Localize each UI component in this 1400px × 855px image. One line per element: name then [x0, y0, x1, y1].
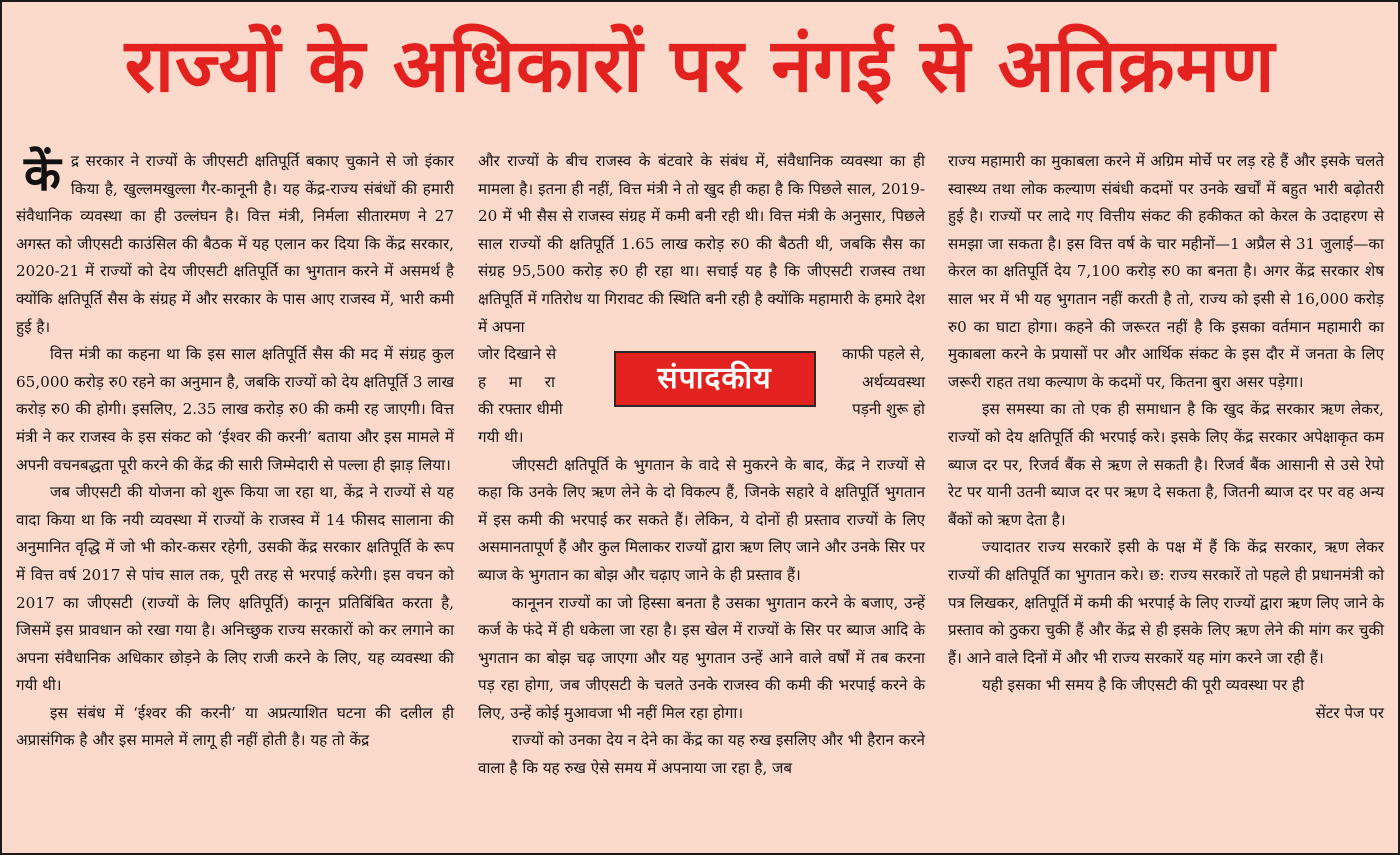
paragraph	[16, 148, 454, 341]
article-column-3	[948, 148, 1384, 727]
wrap-line: की रफ्तार धीमी	[478, 400, 563, 419]
wrap-line: जोर दिखाने से	[478, 345, 557, 364]
paragraph: इस संबंध में ‘ईश्वर की करनी’ या अप्रत्याशित घटना की दलील ही अप्रासंगिक है और इस मामले में लागू ही नहीं होती है। यह तो केंद्र	[16, 703, 454, 750]
article-column-2	[478, 148, 925, 783]
article-column-1	[16, 148, 454, 755]
paragraph: जब जीएसटी की योजना को शुरू किया जा रहा था, केंद्र ने राज्यों से यह वादा किया था कि नयी व्यवस्था में राज्यों के राजस्व में 14 फीसद सालाना की अनुमानित वृद्धि में जो भी कोर-कसर रहेगी, उसकी केंद्र सरकार क्षतिपूर्ति के रूप में वित्त वर्ष 2017 से पांच साल तक, पूरी तरह से भरपाई करेगी। इस वचन को 2017 का जीएसटी (राज्यों के लिए क्षतिपूर्ति) कानून प्रतिबिंबित करता है, जिसमें इस प्रावधान को रखा गया है। अनिच्छुक राज्य सरकारों को कर लगाने का अपना संवैधानिक अधिकार छोड़ने के लिए राजी करने के लिए, यह व्यवस्था की गयी थी।	[16, 483, 454, 695]
paragraph: और राज्यों के बीच राजस्व के बंटवारे के संबंध में, संवैधानिक व्यवस्था का ही मामला है। इतना ही नहीं, वित्त मंत्री ने तो खुद ही कहा है कि पिछले साल, 2019-20 में भी सैस से राजस्व संग्रह में कमी बनी रही थी। वित्त मंत्री के अनुसार, पिछले साल राज्यों की क्षतिपूर्ति 1.65 लाख करोड़ रु0 की बैठती थी, जबकि सैस का संग्रह 95,500 करोड़ रु0 ही रहा था। सचाई यह है कि जीएसटी राजस्व तथा क्षतिपूर्ति में गतिरोध या गिरावट की स्थिति बनी रही है क्योंकि महामारी के हमारे देश में अपना	[478, 152, 925, 336]
paragraph-text: द्र सरकार ने राज्यों के जीएसटी क्षतिपूर्ति बकाए चुकाने से जो इंकार किया है, खुल्लमखुल्ला गैर-कानूनी है। यह केंद्र-राज्य संबंधों की हमारी संवैधानिक व्यवस्था का ही उल्लंघन है। वित्त मंत्री, निर्मला सीतारमण ने 27 अगस्त को जीएसटी काउंसिल की बैठक में यह एलान कर दिया कि केंद्र सरकार, 2020-21 में राज्यों को देय जीएसटी क्षतिपूर्ति का भुगतान करने में असमर्थ है क्योंकि क्षतिपूर्ति सैस के संग्रह में और सरकार के पास आए राजस्व में, भारी कमी हुई है।	[16, 152, 454, 336]
wrap-line: काफी पहले से,	[842, 345, 925, 364]
continued-on-link[interactable]: सेंटर पेज पर	[1315, 703, 1384, 722]
paragraph: ज्यादातर राज्य सरकारें इसी के पक्ष में हैं कि केंद्र सरकार, ऋण लेकर राज्यों की क्षतिपूर्ति का भुगतान करे। छ: राज्य सरकारें तो पहले ही प्रधानमंत्री को पत्र लिखकर, क्षतिपूर्ति में कमी की भरपाई के लिए राज्यों द्वारा ऋण लिए जाने के प्रस्ताव को ठुकरा चुकी हैं और केंद्र से ही इसके लिए ऋण लेने की मांग कर चुकी हैं। आने वाले दिनों में और भी राज्य सरकारें यह मांग करने जा रही हैं।	[948, 538, 1384, 667]
wrap-text-left	[478, 341, 602, 424]
wrap-text-right	[825, 341, 925, 424]
headline: राज्यों के अधिकारों पर नंगई से अतिक्रमण	[124, 23, 1276, 109]
badge-slot	[614, 341, 814, 423]
paragraph: इस समस्या का तो एक ही समाधान है कि खुद केंद्र सरकार ऋण लेकर, राज्यों को देय क्षतिपूर्ति की भरपाई करे। इसके लिए केंद्र सरकार अपेक्षाकृत कम ब्याज दर पर, रिजर्व बैंक से ऋण ले सकती है। रिजर्व बैंक आसानी से उसे रेपो रेट पर यानी उतनी ब्याज दर पर ऋण दे सकता है, जितनी ब्याज दर पर वह अन्य बैंकों को ऋण देता है।	[948, 400, 1384, 529]
paragraph: वित्त मंत्री का कहना था कि इस साल क्षतिपूर्ति सैस की मद में संग्रह कुल 65,000 करोड़ रु0 रहने का अनुमान है, जबकि राज्यों को देय क्षतिपूर्ति 3 लाख करोड़ रु0 की होगी। इसलिए, 2.35 लाख करोड़ रु0 की कमी रह जाएगी। वित्त मंत्री ने कर राजस्व के इस संकट को ‘ईश्वर की करनी’ बताया और इस मामले में अपनी वचनबद्धता पूरी करने की केंद्र की सारी जिम्मेदारी से पल्ला ही झाड़ लिया।	[16, 345, 454, 474]
paragraph: कानूनन राज्यों का जो हिस्सा बनता है उसका भुगतान करने के बजाए, उन्हें कर्ज के फंदे में ही धकेला जा रहा है। इस खेल में राज्यों के सिर पर ब्याज आदि के भुगतान का बोझ चढ़ जाएगा और यह भुगतान उन्हें आने वाले वर्षों में तब करना पड़ रहा होगा, जब जीएसटी के चलते उनके राजस्व की कमी की भरपाई करने के लिए, उन्हें कोई मुआवजा भी नहीं मिल रहा होगा।	[478, 593, 925, 722]
drop-cap: कें	[24, 146, 61, 202]
wrap-line: ह मा रा	[478, 372, 564, 391]
paragraph: गयी थी।	[478, 427, 524, 446]
paragraph: यही इसका भी समय है कि जीएसटी की पूरी व्यवस्था पर ही	[982, 676, 1305, 695]
badge-wrap-row	[478, 341, 925, 424]
wrap-line: पड़नी शुरू हो	[852, 400, 925, 419]
wrap-line: अर्थव्यवस्था	[862, 372, 925, 391]
paragraph: राज्यों को उनका देय न देने का केंद्र का यह रुख इसलिए और भी हैरान करने वाला है कि यह रुख ऐसे समय में अपनाया जा रहा है, जब	[478, 731, 925, 778]
paragraph: जीएसटी क्षतिपूर्ति के भुगतान के वादे से मुकरने के बाद, केंद्र ने राज्यों से कहा कि उनके लिए ऋण लेने के दो विकल्प हैं, जिनके सहारे वे क्षतिपूर्ति भुगतान में इस कमी की भरपाई कर सकते हैं। लेकिन, ये दोनों ही प्रस्ताव राज्यों के लिए असमानतापूर्ण हैं और कुल मिलाकर राज्यों द्वारा ऋण लिए जाने और उनके सिर पर ब्याज के भुगतान का बोझ और चढ़ाए जाने के ही प्रस्ताव हैं।	[478, 455, 925, 584]
paragraph: राज्य महामारी का मुकाबला करने में अग्रिम मोर्चे पर लड़ रहे हैं और इसके चलते स्वास्थ्य तथा लोक कल्याण संबंधी कदमों पर उनके खर्चों में बहुत भारी बढ़ोतरी हुई है। राज्यों पर लादे गए वित्तीय संकट की हकीकत को केरल के उदाहरण से समझा जा सकता है। इस वित्त वर्ष के चार महीनों—1 अप्रैल से 31 जुलाई—का केरल का क्षतिपूर्ति देय 7,100 करोड़ रु0 का बनता है। अगर केंद्र सरकार शेष साल भर में भी यह भुगतान नहीं करती है तो, राज्य को इसी से 16,000 करोड़ रु0 का घाटा होगा। कहने की जरूरत नहीं है कि इसका वर्तमान महामारी का मुकाबला करने के प्रयासों पर और आर्थिक संकट के इस दौर में जनता के लिए जरूरी राहत तथा कल्याण के कदमों पर, कितना बुरा असर पड़ेगा।	[948, 152, 1384, 391]
section-badge: संपादकीय	[614, 351, 816, 407]
